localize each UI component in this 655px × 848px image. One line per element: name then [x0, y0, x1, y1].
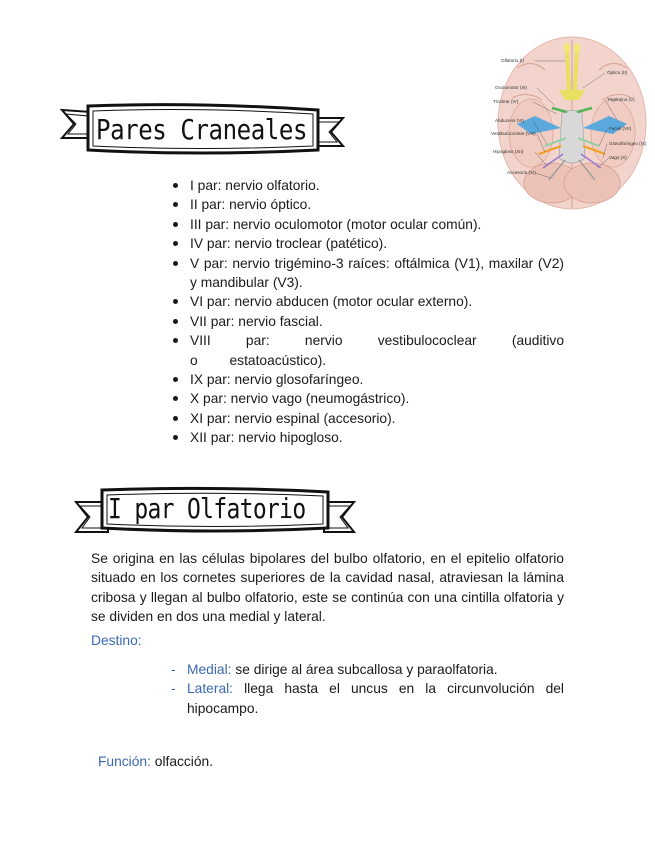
destino-label: Destino:	[91, 633, 142, 648]
bullet-icon	[173, 377, 178, 382]
bullet-icon	[173, 261, 178, 266]
olfatorio-description: Se origina en las células bipolares del bulbo olfatorio, en el epitelio olfatorio situado en los cornetes superiores de la cavidad nasal, atraviesan la lámina cribosa y llegan al bulbo olfatorio, este se continúa con una cintilla olfatoria y se dividen en dos una medial y lateral.	[91, 551, 564, 624]
list-item-text: III par: nervio oculomotor (motor ocular común).	[190, 216, 482, 232]
section-banner-pares-craneales	[60, 100, 345, 160]
section-title: Pares Craneales	[96, 113, 308, 146]
list-item	[173, 176, 564, 195]
destino-item-text: llega hasta el uncus en la circunvolución del hipocampo.	[187, 681, 564, 716]
list-item	[173, 409, 564, 428]
bullet-icon	[173, 396, 178, 401]
list-item-text: XI par: nervio espinal (accesorio).	[190, 410, 396, 426]
funcion-label: Función:	[98, 754, 151, 769]
list-item	[173, 292, 564, 311]
label-oculomotor: Oculomotor (III)	[495, 85, 527, 90]
list-item-text: VI par: nervio abducen (motor ocular externo).	[190, 294, 473, 310]
label-vago: Vago (X)	[609, 155, 627, 160]
bullet-icon	[173, 338, 178, 343]
label-accesorio: Accesorio (XI)	[507, 170, 536, 175]
list-item	[173, 331, 564, 370]
label-olfatorio: Olfatorio (I)	[501, 58, 524, 63]
label-hipogloso: Hipogloso (XII)	[493, 149, 524, 154]
dash-bullet-icon: -	[171, 681, 176, 697]
label-facial: Facial (VII)	[609, 126, 632, 131]
section-banner-i-par-olfatorio	[74, 484, 356, 544]
list-item-text: IX par: nervio glosofaríngeo.	[190, 372, 364, 388]
list-item-text: X par: nervio vago (neumogástrico).	[190, 391, 410, 407]
bullet-icon	[173, 183, 178, 188]
bullet-icon	[173, 416, 178, 421]
label-trigemino: Trigémino (V)	[607, 97, 635, 102]
label-vestibulococlear: Vestibulococlear (VIII)	[491, 131, 536, 136]
bullet-icon	[173, 299, 178, 304]
destino-list	[171, 660, 564, 718]
list-item-text: IV par: nervio troclear (patético).	[190, 236, 388, 252]
list-item-text: I par: nervio olfatorio.	[190, 178, 320, 193]
destino-item-label: Medial:	[187, 662, 232, 677]
list-item	[173, 389, 564, 408]
funcion-text: olfacción.	[154, 754, 214, 769]
list-item	[173, 215, 564, 234]
bullet-icon	[173, 241, 178, 246]
bullet-icon	[173, 435, 178, 440]
list-item-text: V par: nervio trigémino-3 raíces: oftálmica (V1), maxilar (V2) y mandibular (V3).	[190, 255, 564, 291]
label-optico: Óptico (II)	[607, 70, 628, 75]
destino-item-label: Lateral:	[187, 681, 234, 697]
list-item	[171, 660, 564, 679]
bullet-icon	[173, 202, 178, 207]
dash-bullet-icon: -	[171, 662, 176, 677]
list-item	[173, 234, 564, 253]
list-item-text: II par: nervio óptico.	[190, 197, 312, 213]
label-glosofaringeo: Glosofaríngeo (IX)	[609, 141, 647, 146]
list-item	[171, 679, 564, 718]
section-title: I par Olfatorio	[108, 492, 306, 525]
list-item	[173, 195, 564, 214]
bullet-icon	[173, 319, 178, 324]
list-item-text: VIII par: nervio vestibulococlear (auditivo o estatoacústico).	[190, 333, 564, 368]
list-item	[173, 428, 564, 447]
list-item	[173, 312, 564, 331]
list-item	[173, 370, 564, 389]
list-item	[173, 254, 564, 293]
funcion-line	[98, 754, 213, 769]
cranial-nerves-list	[173, 176, 564, 448]
list-item-text: XII par: nervio hipogloso.	[190, 430, 343, 446]
label-troclear: Troclear (IV)	[493, 99, 519, 104]
label-abducens: Abducens (VI)	[495, 118, 525, 123]
destino-item-text: se dirige al área subcallosa y paraolfatoria.	[235, 662, 498, 677]
bullet-icon	[173, 222, 178, 227]
list-item-text: VII par: nervio fascial.	[190, 313, 323, 329]
